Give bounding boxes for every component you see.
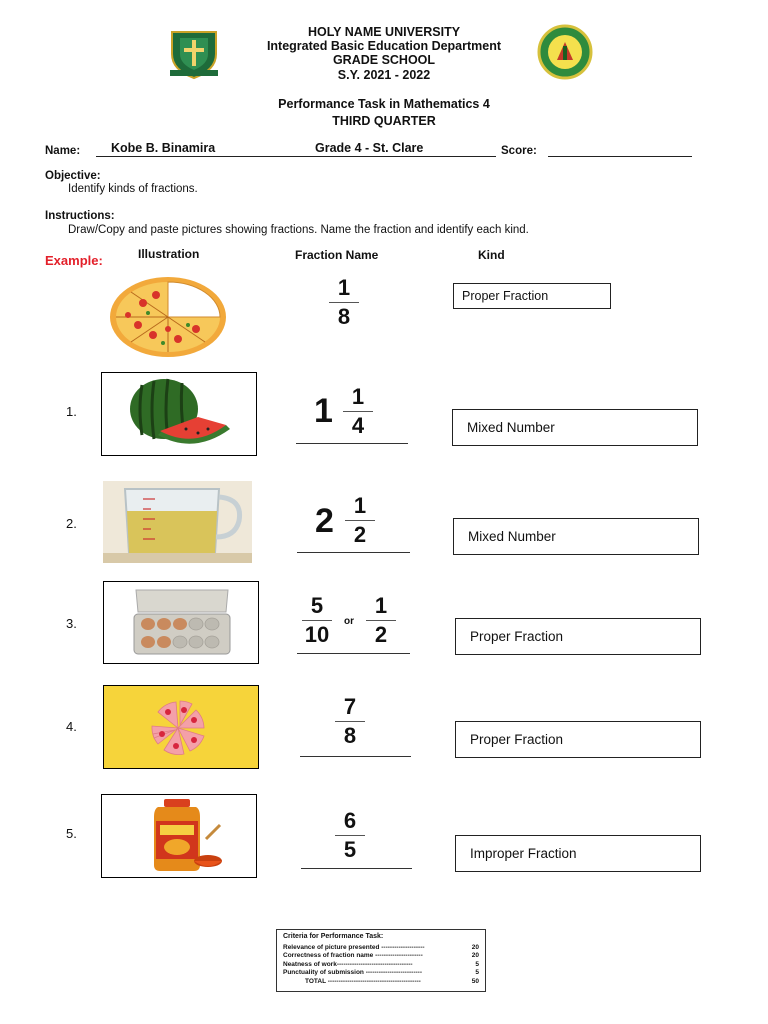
criteria-title: Criteria for Performance Task:	[283, 933, 384, 940]
item-fraction	[302, 594, 332, 647]
whole-number: 1	[314, 392, 333, 430]
watermelon-picture	[101, 372, 257, 456]
numerator: 1	[351, 384, 365, 409]
item-kind: Proper Fraction	[470, 732, 564, 747]
cake-picture	[103, 685, 259, 769]
item-number: 2.	[66, 516, 77, 531]
item-fraction	[335, 809, 365, 862]
item-number: 3.	[66, 616, 77, 631]
criteria-total-label: TOTAL -------------------------------------------	[305, 977, 421, 985]
score-label: Score:	[501, 145, 537, 157]
numerator: 1	[337, 275, 351, 300]
criteria-label: Correctness of fraction name ----------------------	[283, 952, 423, 959]
item-kind: Improper Fraction	[470, 846, 577, 861]
or-label: or	[344, 616, 354, 627]
fraction-bar	[345, 520, 375, 521]
kind-box	[452, 409, 698, 446]
item-fraction	[343, 385, 373, 438]
kind-box	[455, 618, 701, 655]
honey-jar-picture	[101, 794, 257, 878]
instructions-text: Draw/Copy and paste pictures showing fractions. Name the fraction and identify each kind.	[68, 224, 529, 236]
answer-line	[297, 653, 410, 654]
numerator: 5	[310, 593, 324, 618]
item-fraction	[335, 695, 365, 748]
criteria-points: 5	[475, 969, 479, 976]
fraction-bar	[335, 721, 365, 722]
criteria-row	[283, 944, 479, 953]
denominator: 2	[353, 522, 367, 547]
answer-line	[301, 868, 412, 869]
egg-tray-picture	[103, 581, 259, 664]
denominator: 8	[343, 723, 357, 748]
quarter-title: THIRD QUARTER	[332, 114, 436, 128]
denominator: 8	[337, 304, 351, 329]
criteria-box	[276, 929, 486, 992]
name-label: Name:	[45, 145, 81, 157]
fraction-bar	[343, 411, 373, 412]
example-label: Example:	[45, 253, 103, 268]
measuring-cup-picture	[103, 481, 252, 563]
fraction-bar	[329, 302, 359, 303]
column-fraction-name: Fraction Name	[295, 248, 379, 262]
item-number: 5.	[66, 826, 77, 841]
item-kind: Mixed Number	[467, 420, 555, 435]
name-value: Kobe B. Binamira	[111, 141, 216, 155]
score-line	[548, 142, 692, 157]
item-number: 4.	[66, 719, 77, 734]
kind-box	[453, 518, 699, 555]
example-fraction	[329, 276, 359, 329]
example-kind: Proper Fraction	[462, 289, 549, 303]
column-kind: Kind	[478, 248, 505, 262]
numerator: 1	[353, 493, 367, 518]
department-name: Integrated Basic Education Department	[266, 39, 502, 53]
fraction-bar	[366, 620, 396, 621]
criteria-total-row	[283, 978, 479, 987]
answer-line	[296, 443, 408, 444]
denominator: 10	[304, 622, 330, 647]
column-illustration: Illustration	[138, 247, 200, 261]
item-kind: Mixed Number	[468, 529, 556, 544]
instructions-label: Instructions:	[45, 210, 115, 222]
criteria-row	[283, 952, 479, 961]
denominator: 4	[351, 413, 365, 438]
answer-line	[297, 552, 410, 553]
criteria-points: 20	[471, 943, 479, 951]
criteria-points: 20	[471, 952, 479, 959]
objective-text: Identify kinds of fractions.	[68, 183, 198, 195]
item-fraction-simplified	[366, 594, 396, 647]
numerator: 1	[374, 593, 388, 618]
objective-label: Objective:	[45, 170, 101, 182]
example-kind-box	[453, 283, 611, 309]
criteria-label: Punctuality of submission --------------------------	[283, 969, 422, 976]
item-number: 1.	[66, 404, 77, 419]
numerator: 6	[343, 808, 357, 833]
criteria-label: Neatness of work-----------------------------------	[283, 960, 413, 968]
whole-number: 2	[315, 502, 334, 540]
denominator: 2	[374, 622, 388, 647]
criteria-points: 5	[475, 960, 479, 968]
criteria-row	[283, 969, 479, 978]
fraction-bar	[335, 835, 365, 836]
kind-box	[455, 721, 701, 758]
pizza-picture	[108, 273, 232, 359]
school-year: S.Y. 2021 - 2022	[337, 68, 431, 82]
criteria-row	[283, 961, 479, 970]
answer-line	[300, 756, 411, 757]
denominator: 5	[343, 837, 357, 862]
item-fraction	[345, 494, 375, 547]
criteria-total-points: 50	[471, 977, 479, 985]
task-title: Performance Task in Mathematics 4	[278, 97, 490, 111]
item-kind: Proper Fraction	[470, 629, 564, 644]
kind-box	[455, 835, 701, 872]
grade-value: Grade 4 - St. Clare	[315, 141, 424, 155]
numerator: 7	[343, 694, 357, 719]
school-name: GRADE SCHOOL	[332, 53, 436, 67]
criteria-label: Relevance of picture presented --------------------	[283, 943, 425, 951]
fraction-bar	[302, 620, 332, 621]
university-name: HOLY NAME UNIVERSITY	[307, 25, 461, 39]
